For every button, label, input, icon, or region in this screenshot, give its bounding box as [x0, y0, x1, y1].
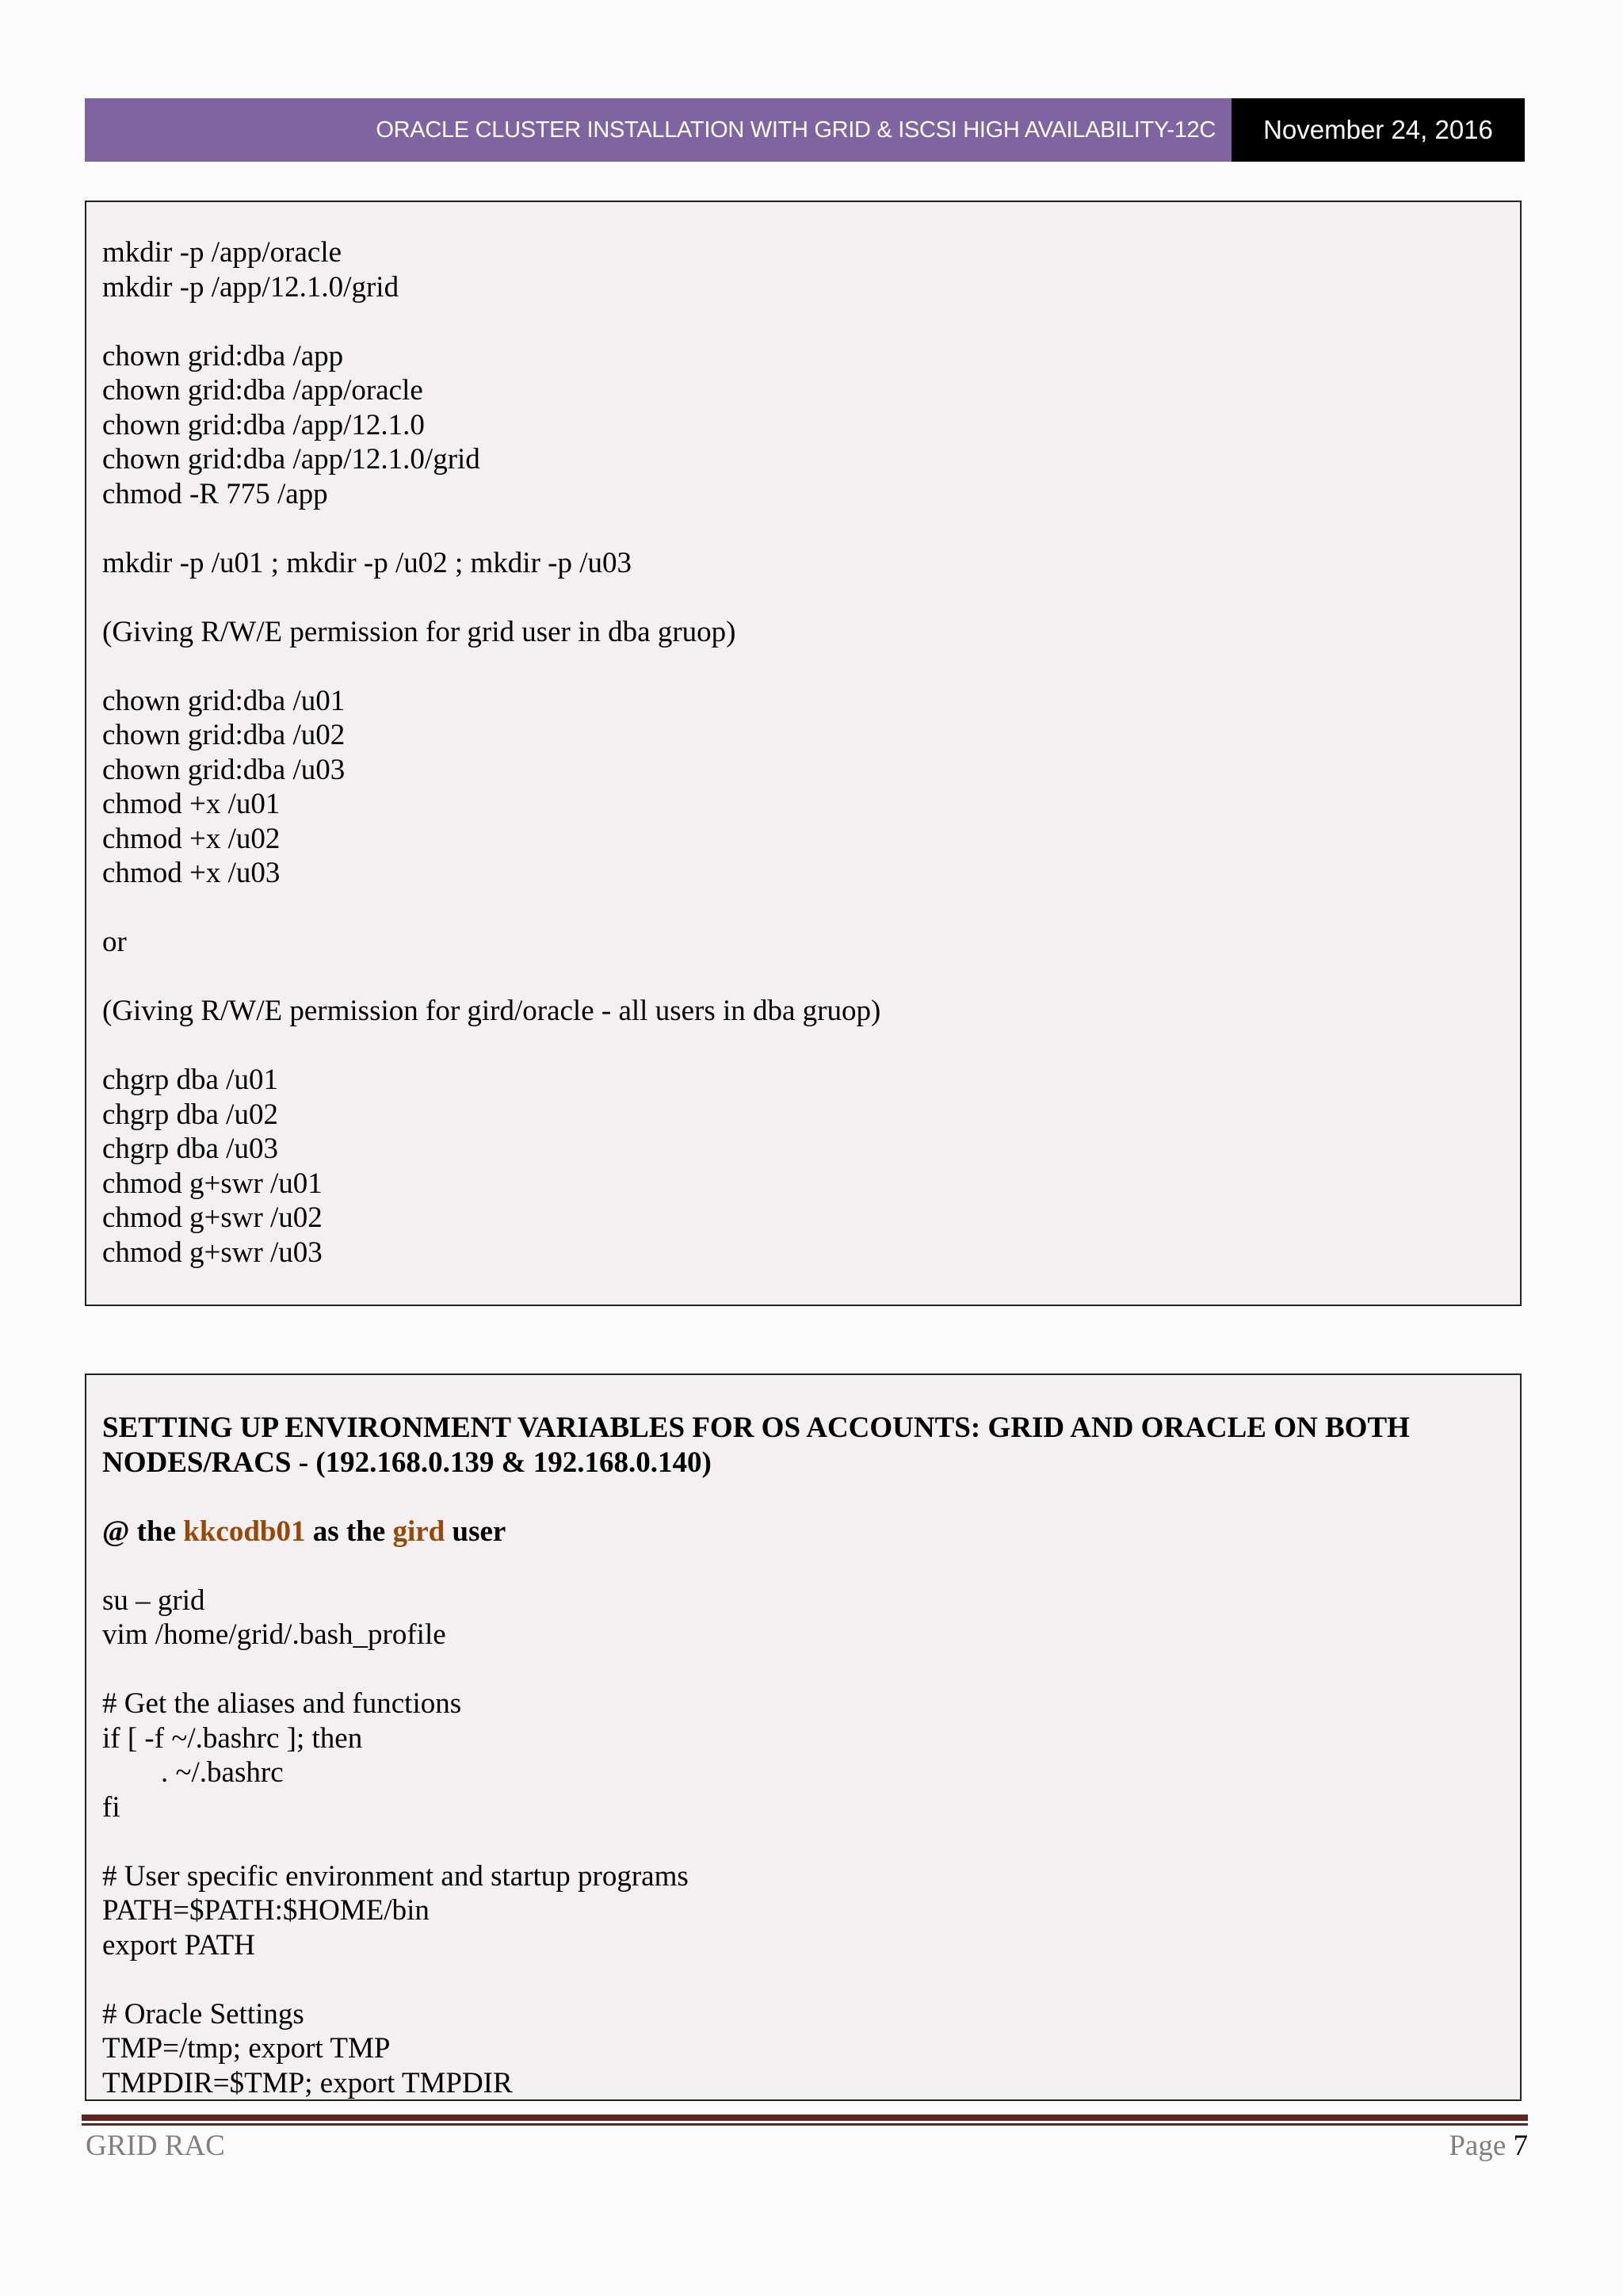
code-line: # Get the aliases and functions [102, 1687, 462, 1720]
code-line: chown grid:dba /app/oracle [102, 374, 423, 407]
code-line: # Oracle Settings [102, 1997, 304, 2030]
code-line: chmod g+swr /u02 [102, 1201, 323, 1234]
blank-line [102, 649, 1520, 684]
code-line: mkdir -p /u01 ; mkdir -p /u02 ; mkdir -p /u03 [102, 546, 632, 579]
footer-rule [82, 2115, 1528, 2121]
footer-label: GRID RAC [86, 2130, 225, 2162]
code-line: su – grid [102, 1584, 205, 1617]
code-line: (Giving R/W/E permission for gird/oracle - all users in dba gruop) [102, 995, 881, 1027]
code-box-directories [85, 201, 1522, 1306]
code-line: chown grid:dba /u03 [102, 753, 346, 786]
code-line: . ~/.bashrc [102, 1756, 284, 1789]
code-line: or [102, 926, 127, 958]
section-heading-line-2: NODES/RACS - (192.168.0.139 & 192.168.0.140) [102, 1446, 712, 1479]
code-line: (Giving R/W/E permission for grid user in dba gruop) [102, 615, 736, 648]
blank-line [102, 1652, 1520, 1687]
page-number-value: 7 [1513, 2130, 1528, 2162]
code-line: chown grid:dba /u01 [102, 684, 346, 717]
code-line: chgrp dba /u02 [102, 1098, 278, 1131]
blank-line [102, 960, 1520, 995]
code-line: TMP=/tmp; export TMP [102, 2032, 391, 2065]
page-label: Page [1449, 2130, 1507, 2162]
code-line: chgrp dba /u01 [102, 1064, 278, 1096]
host-name: kkcodb01 [183, 1515, 306, 1548]
code-line: vim /home/grid/.bash_profile [102, 1618, 446, 1651]
text: user [445, 1515, 506, 1548]
blank-line [102, 580, 1520, 615]
footer-rule-thin [82, 2123, 1528, 2126]
code-line: chown grid:dba /app [102, 339, 344, 372]
code-line: mkdir -p /app/12.1.0/grid [102, 270, 399, 304]
blank-line [102, 304, 1520, 339]
code-line: PATH=$PATH:$HOME/bin [102, 1894, 430, 1927]
document-date: November 24, 2016 [1232, 98, 1525, 162]
code-line: chmod +x /u03 [102, 857, 281, 889]
code-line: chmod -R 775 /app [102, 477, 328, 510]
code-line: mkdir -p /app/oracle [102, 236, 342, 269]
document-title: ORACLE CLUSTER INSTALLATION WITH GRID & ISCSI HIGH AVAILABILITY-12C [85, 98, 1232, 162]
code-line: TMPDIR=$TMP; export TMPDIR [102, 2066, 513, 2099]
code-line: chown grid:dba /app/12.1.0/grid [102, 443, 480, 476]
code-line: chgrp dba /u03 [102, 1133, 278, 1165]
code-line: if [ -f ~/.bashrc ]; then [102, 1721, 363, 1755]
code-line: chmod g+swr /u01 [102, 1167, 323, 1200]
section-heading-line-1: SETTING UP ENVIRONMENT VARIABLES FOR OS ACCOUNTS: GRID AND ORACLE ON BOTH [102, 1412, 1410, 1444]
code-box-environment [85, 1373, 1522, 2101]
text: @ the [102, 1515, 184, 1548]
code-line: # User specific environment and startup programs [102, 1859, 689, 1893]
blank-line [102, 511, 1520, 546]
code-line: chown grid:dba /u02 [102, 719, 346, 751]
page-number [1449, 2129, 1528, 2163]
text: as the [305, 1515, 393, 1548]
user-context-line [102, 1515, 1520, 1549]
code-line: export PATH [102, 1928, 255, 1962]
blank-line [102, 1029, 1520, 1064]
code-line: chmod g+swr /u03 [102, 1236, 323, 1269]
blank-line [102, 1824, 1520, 1859]
page-header [85, 98, 1525, 162]
code-line: chmod +x /u02 [102, 822, 281, 855]
blank-line [102, 891, 1520, 926]
user-name: gird [392, 1515, 445, 1548]
code-line: chmod +x /u01 [102, 788, 281, 820]
blank-line [102, 1962, 1520, 1997]
code-line: chown grid:dba /app/12.1.0 [102, 408, 425, 441]
code-line: fi [102, 1790, 120, 1824]
